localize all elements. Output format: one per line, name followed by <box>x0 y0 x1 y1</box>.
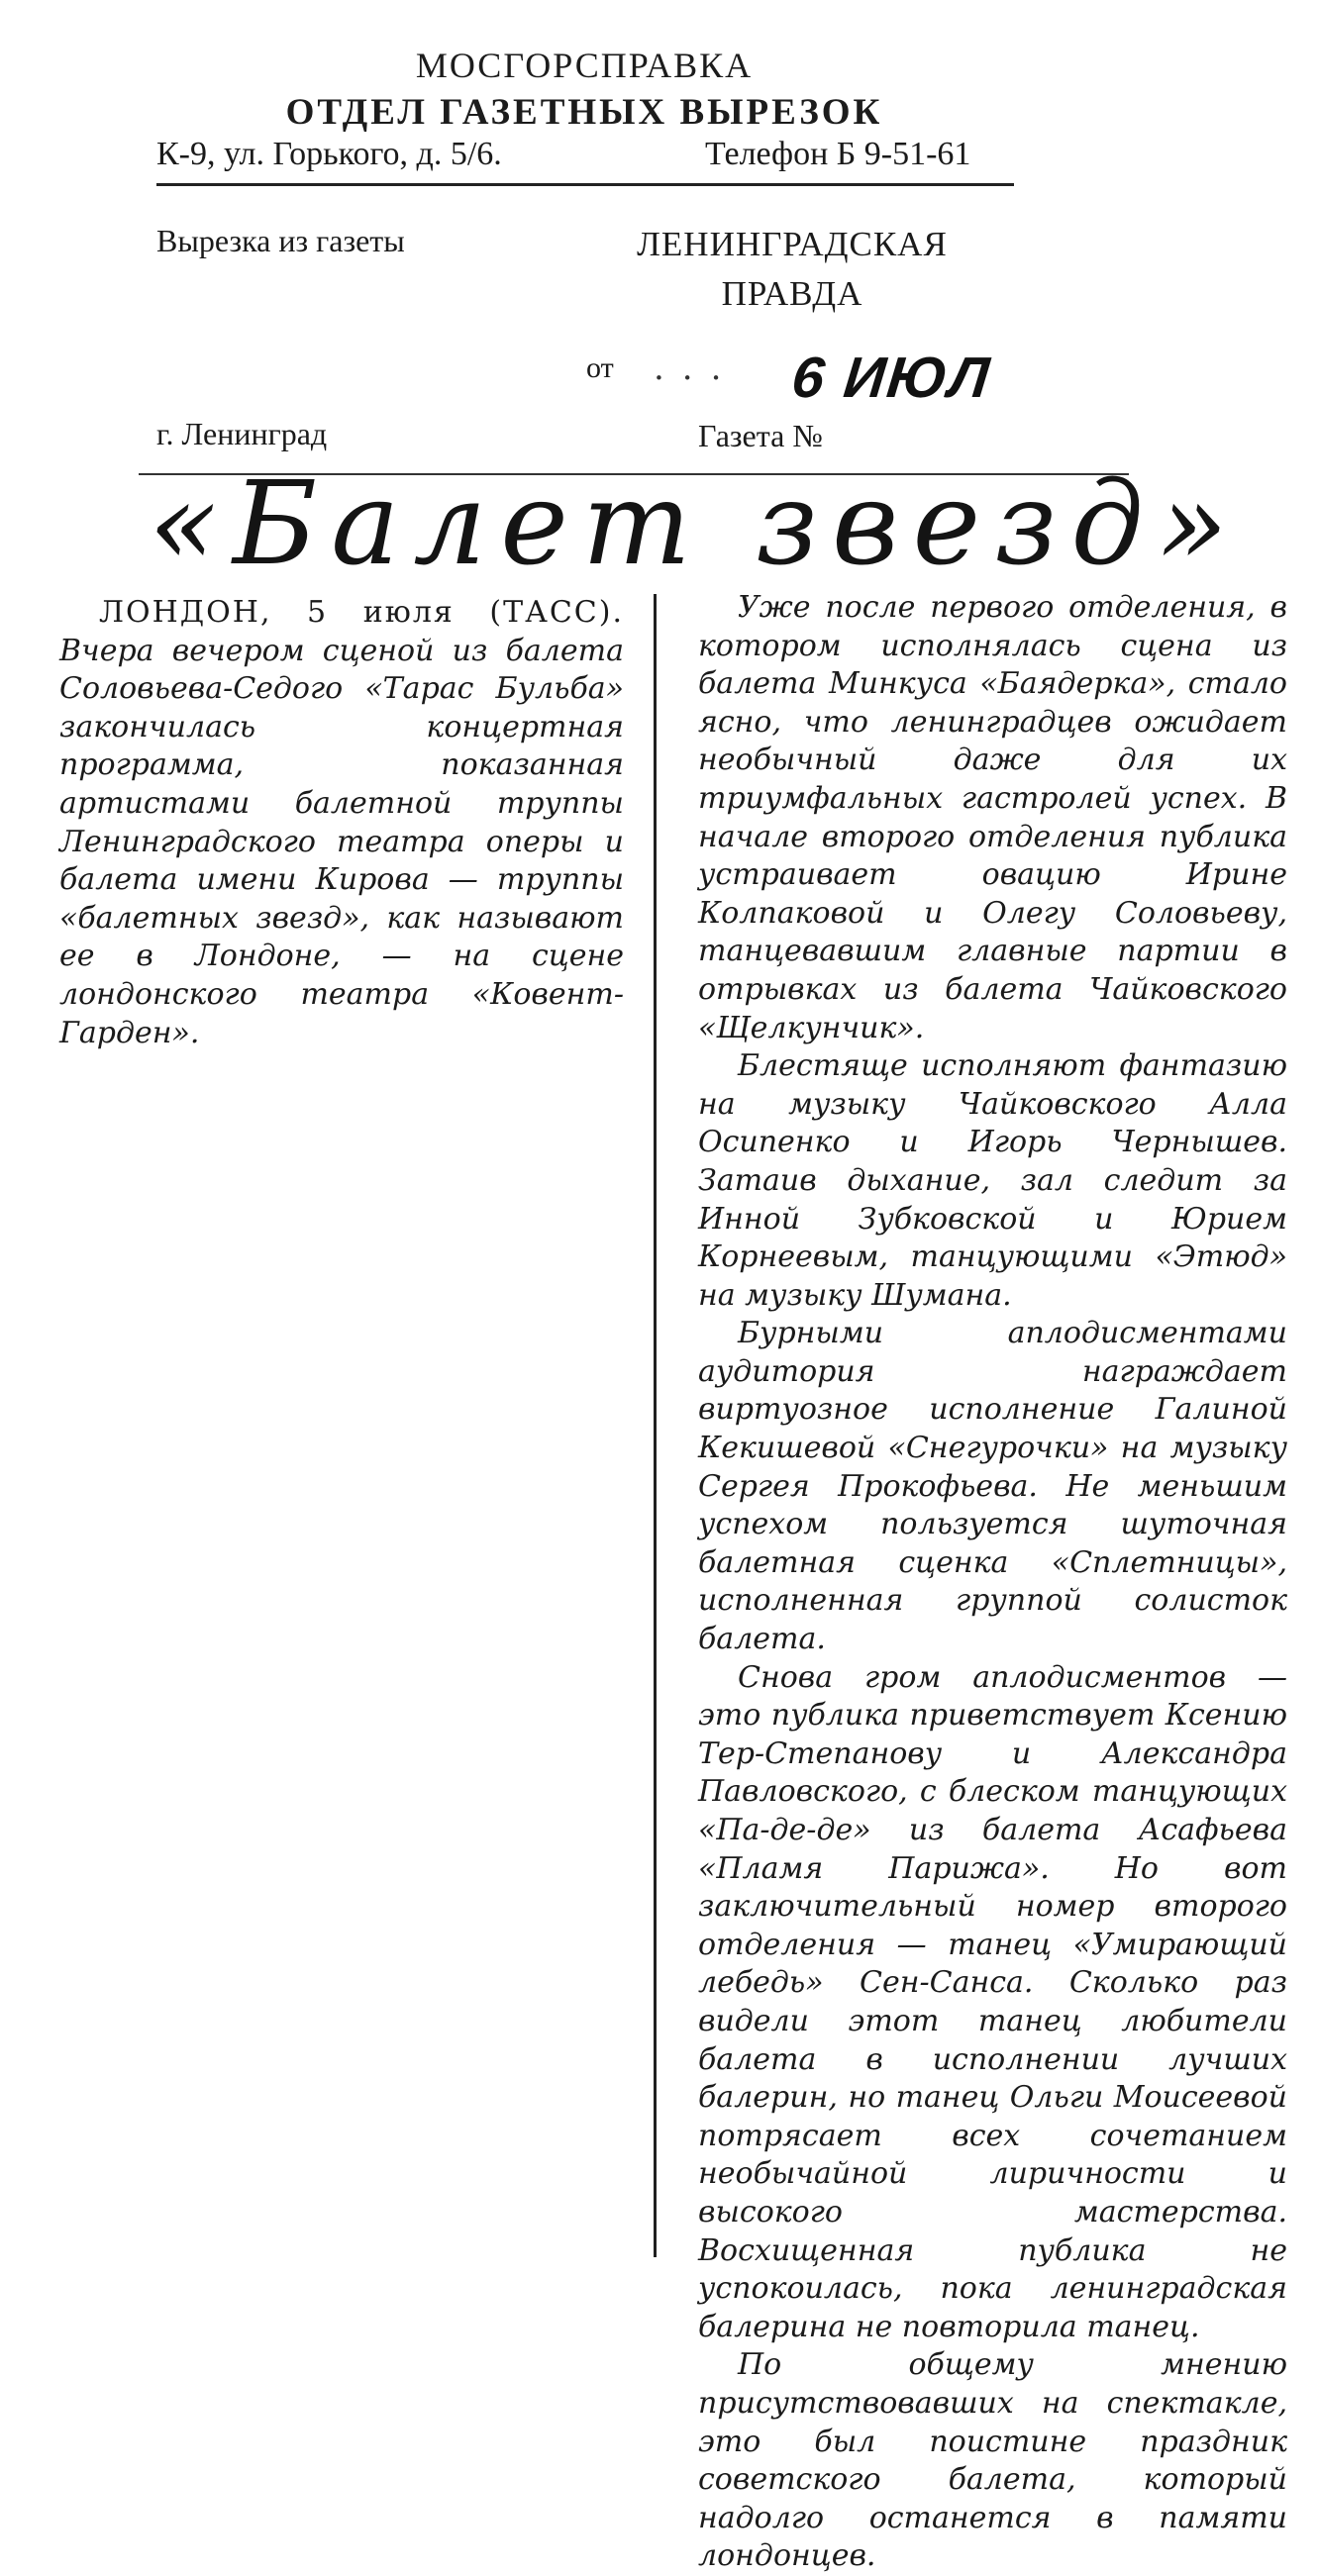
article-paragraph <box>59 594 624 1052</box>
newspaper-name-line1: ЛЕНИНГРАДСКАЯ <box>637 225 948 263</box>
article-paragraph: По общему мнению присутствовавших на спектакле, это был поистине праздник советского балета, который надолго останется в памяти лондонцев. <box>698 2347 1287 2574</box>
column-divider <box>654 594 657 2257</box>
article-left-column <box>59 594 624 1052</box>
city-label: г. Ленинград <box>156 416 328 451</box>
date-stamp: 6 ИЮЛ <box>788 346 994 410</box>
clipping-label: Вырезка из газеты <box>156 223 405 258</box>
gazeta-number-label: Газета № <box>698 418 823 453</box>
article-paragraph: Бурными аплодисментами аудитория награждает виртуозное исполнение Галиной Кекишевой «Снегурочки» на музыку Сергея Прокофьева. Не меньшим успехом пользуется шуточная балетная сценка «Сплетницы», исполненная группой солисток балета. <box>698 1316 1287 1657</box>
newspaper-name <box>604 220 980 319</box>
newspaper-name-line2: ПРАВДА <box>721 274 863 313</box>
article-paragraph: Уже после первого отделения, в котором исполнялась сцена из балета Минкуса «Баядерка», стало ясно, что ленинградцев ожидает необычный даже для их триумфальных гастролей успех. В начале второго отделения публика устраивает овацию Ирине Колпаковой и Олегу Соловьеву, танцевавшим главные партии в отрывках из балета Чайковского «Щелкунчик». <box>698 590 1287 1045</box>
org-name: МОСГОРСПРАВКА <box>415 46 754 85</box>
article-headline: «Балет звезд» <box>149 457 1242 591</box>
address: К-9, ул. Горького, д. 5/6. <box>156 136 502 172</box>
phone-number: Телефон Б 9-51-61 <box>705 136 971 172</box>
date-from-label: от <box>586 351 614 384</box>
department-name: ОТДЕЛ ГАЗЕТНЫХ ВЫРЕЗОК <box>285 92 883 133</box>
article-right-column <box>698 589 1287 2576</box>
date-dots: ... <box>654 348 740 388</box>
left-paragraph-text: Вчера вечером сценой из балета Соловьева-Седого «Тарас Бульба» закончилась концертная программа, показанная артистами балетной труппы Ленинградского театра оперы и балета имени Кирова — труппы «балетных звезд», как называют ее в Лондоне, — на сцене лондонского театра «Ковент-Гарден». <box>59 633 624 1050</box>
article-paragraph: Снова гром аплодисментов — это публика приветствует Ксению Тер-Степанову и Александра Павловского, с блеском танцующих «Па-де-де» из балета Асафьева «Пламя Парижа». Но вот заключительный номер второго отделения — танец «Умирающий лебедь» Сен-Санса. Сколько раз видели этот танец любители балета в исполнении лучших балерин, но танец Ольги Моисеевой потрясает всех сочетанием необычайной лиричности и высокого мастерства. Восхищенная публика не успокоилась, пока ленинградская балерина не повторила танец. <box>698 1659 1287 2344</box>
article-paragraph: Блестяще исполняют фантазию на музыку Чайковского Алла Осипенко и Игорь Чернышев. Затаив дыхание, зал следит за Инной Зубковской и Юрием Корнеевым, танцующими «Этюд» на музыку Шумана. <box>698 1048 1287 1313</box>
header-rule <box>156 183 1014 186</box>
dateline: ЛОНДОН, 5 июля (ТАСС). <box>99 595 624 630</box>
